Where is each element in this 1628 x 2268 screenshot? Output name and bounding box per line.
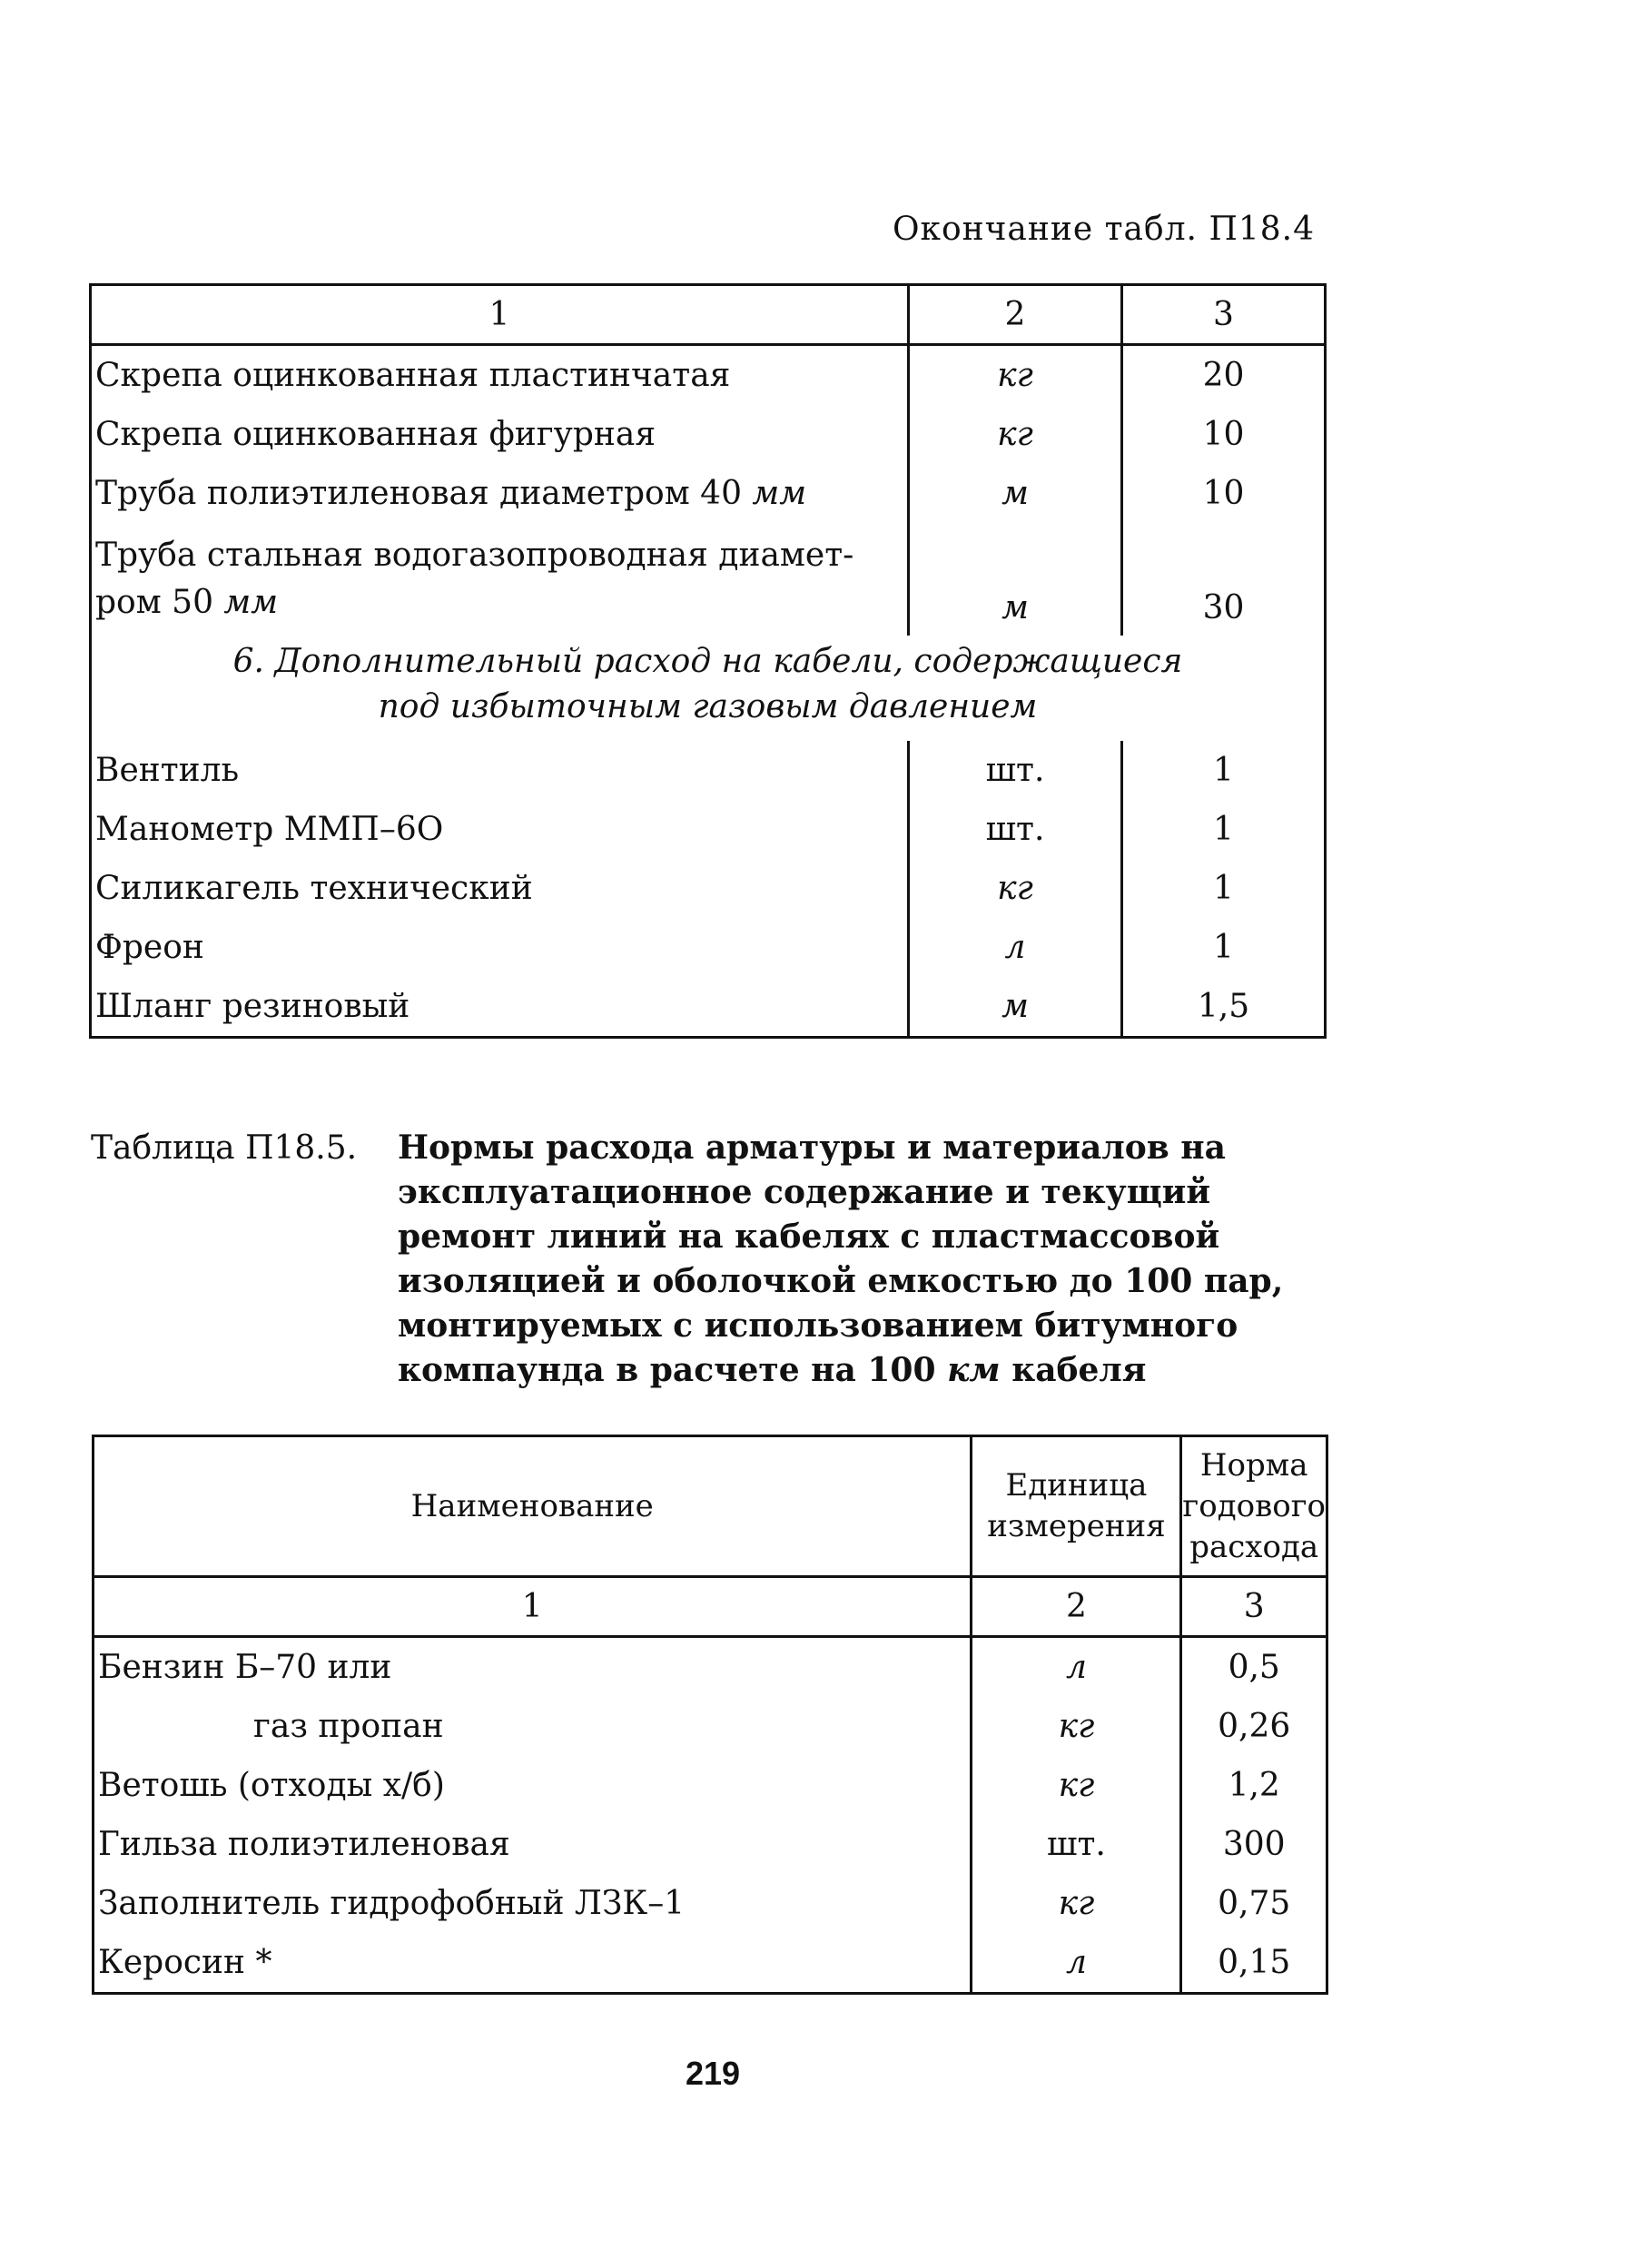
item-name: Шланг резиновый [91,977,909,1038]
item-unit: кг [972,1756,1181,1815]
item-name-unit: мм [752,475,807,512]
item-value: 0,26 [1218,1708,1291,1745]
item-value: 1 [1213,929,1234,966]
header-name: Наименование [94,1436,972,1577]
column-number-row [94,1577,1327,1637]
item-name: Скрепа оцинкованная фигурная [91,405,909,464]
item-name: Скрепа оцинкованная пластинчатая [91,345,909,406]
column-number: 3 [1181,1577,1327,1637]
item-value: 0,75 [1218,1885,1291,1922]
item-name: Манометр ММП–6О [91,800,909,859]
item-unit: кг [909,405,1122,464]
item-value: 20 [1202,357,1245,394]
item-unit: м [909,977,1122,1038]
caption-line: кабеля [1000,1351,1147,1389]
table-row [91,800,1326,859]
header-norm-line: годового [1182,1487,1326,1524]
header-unit [972,1436,1181,1577]
header-unit-line: измерения [987,1508,1166,1544]
item-name: Вентиль [91,741,909,800]
table-row [91,464,1326,523]
item-name-text: Труба полиэтиленовая диаметром 40 [95,475,753,512]
item-name-unit: мм [223,584,279,621]
table-caption-number: Таблица П18.5. [91,1129,358,1167]
table-row [94,1756,1327,1815]
item-name [91,464,909,523]
table-row [94,1637,1327,1698]
item-unit: кг [909,859,1122,918]
column-number: 2 [909,285,1122,345]
item-name: Ветошь (отходы х/б) [94,1756,972,1815]
item-unit: шт. [972,1815,1181,1874]
item-name: Гильза полиэтиленовая [94,1815,972,1874]
column-number: 2 [972,1577,1181,1637]
item-name: Силикагель технический [91,859,909,918]
section-heading [91,636,1326,741]
item-value: 1,5 [1197,988,1250,1025]
item-value: 10 [1202,475,1245,512]
caption-line: изоляцией и оболочкой емкостью до 100 пар, [398,1262,1284,1300]
item-unit: м [909,464,1122,523]
materials-norms-table [92,1435,1328,1995]
item-unit: шт. [909,800,1122,859]
item-value: 1 [1213,811,1234,848]
item-name-line2: ром 50 [95,584,224,621]
section-heading-line1: 6. Дополнительный расход на кабели, содержащиеся [232,643,1183,680]
item-name: Фреон [91,918,909,977]
table-row [91,859,1326,918]
item-name-line1: Труба стальная водогазопроводная диамет- [95,537,854,574]
item-name: Керосин * [94,1933,972,1994]
item-value: 1 [1213,752,1234,789]
item-unit: м [909,523,1122,636]
header-row [94,1436,1327,1577]
table-row [91,741,1326,800]
caption-line: ремонт линий на кабелях с пластмассовой [398,1218,1220,1256]
caption-line: эксплуатационное содержание и текущий [398,1173,1211,1211]
item-unit: л [909,918,1122,977]
column-number: 1 [94,1577,972,1637]
item-unit: кг [972,1697,1181,1756]
header-unit-line: Единица [1005,1467,1148,1504]
caption-line: Нормы расхода арматуры и материалов на [398,1129,1226,1167]
table-row [91,345,1326,406]
item-unit: кг [909,345,1122,406]
item-name: Заполнитель гидрофобный ЛЗК–1 [94,1874,972,1933]
table-row [91,918,1326,977]
column-number-row [91,285,1326,345]
section-heading-line2: под избыточным газовым давлением [378,688,1038,725]
table-row [91,977,1326,1038]
header-norm-line: расхода [1189,1528,1319,1565]
item-name: газ пропан [94,1697,972,1756]
item-unit: л [972,1933,1181,1994]
header-norm [1181,1436,1327,1577]
table-row [94,1874,1327,1933]
materials-table-continuation [89,283,1327,1039]
item-name: Бензин Б–70 или [94,1637,972,1698]
page-number: 219 [685,2055,741,2092]
item-value: 10 [1202,416,1245,453]
table-row [91,405,1326,464]
header-norm-line: Норма [1199,1446,1308,1484]
item-value: 30 [1202,589,1245,626]
table-caption-title [398,1126,1306,1393]
item-value: 0,5 [1228,1649,1280,1686]
item-value: 300 [1222,1826,1286,1863]
column-number: 1 [91,285,909,345]
item-unit: кг [972,1874,1181,1933]
caption-line: монтируемых с использованием битумного [398,1307,1238,1345]
table-row [94,1933,1327,1994]
continuation-label: Окончание табл. П18.4 [892,211,1315,248]
item-unit: шт. [909,741,1122,800]
item-value: 1 [1213,870,1234,907]
table-row [94,1697,1327,1756]
caption-line: компаунда в расчете на 100 [398,1351,948,1389]
item-value: 1,2 [1228,1767,1280,1804]
item-name [91,523,909,636]
section-heading-row [91,636,1326,741]
table-row [91,523,1326,636]
item-unit: л [972,1637,1181,1698]
item-value: 0,15 [1218,1944,1291,1981]
table-row [94,1815,1327,1874]
caption-unit: км [947,1351,1001,1389]
column-number: 3 [1122,285,1326,345]
